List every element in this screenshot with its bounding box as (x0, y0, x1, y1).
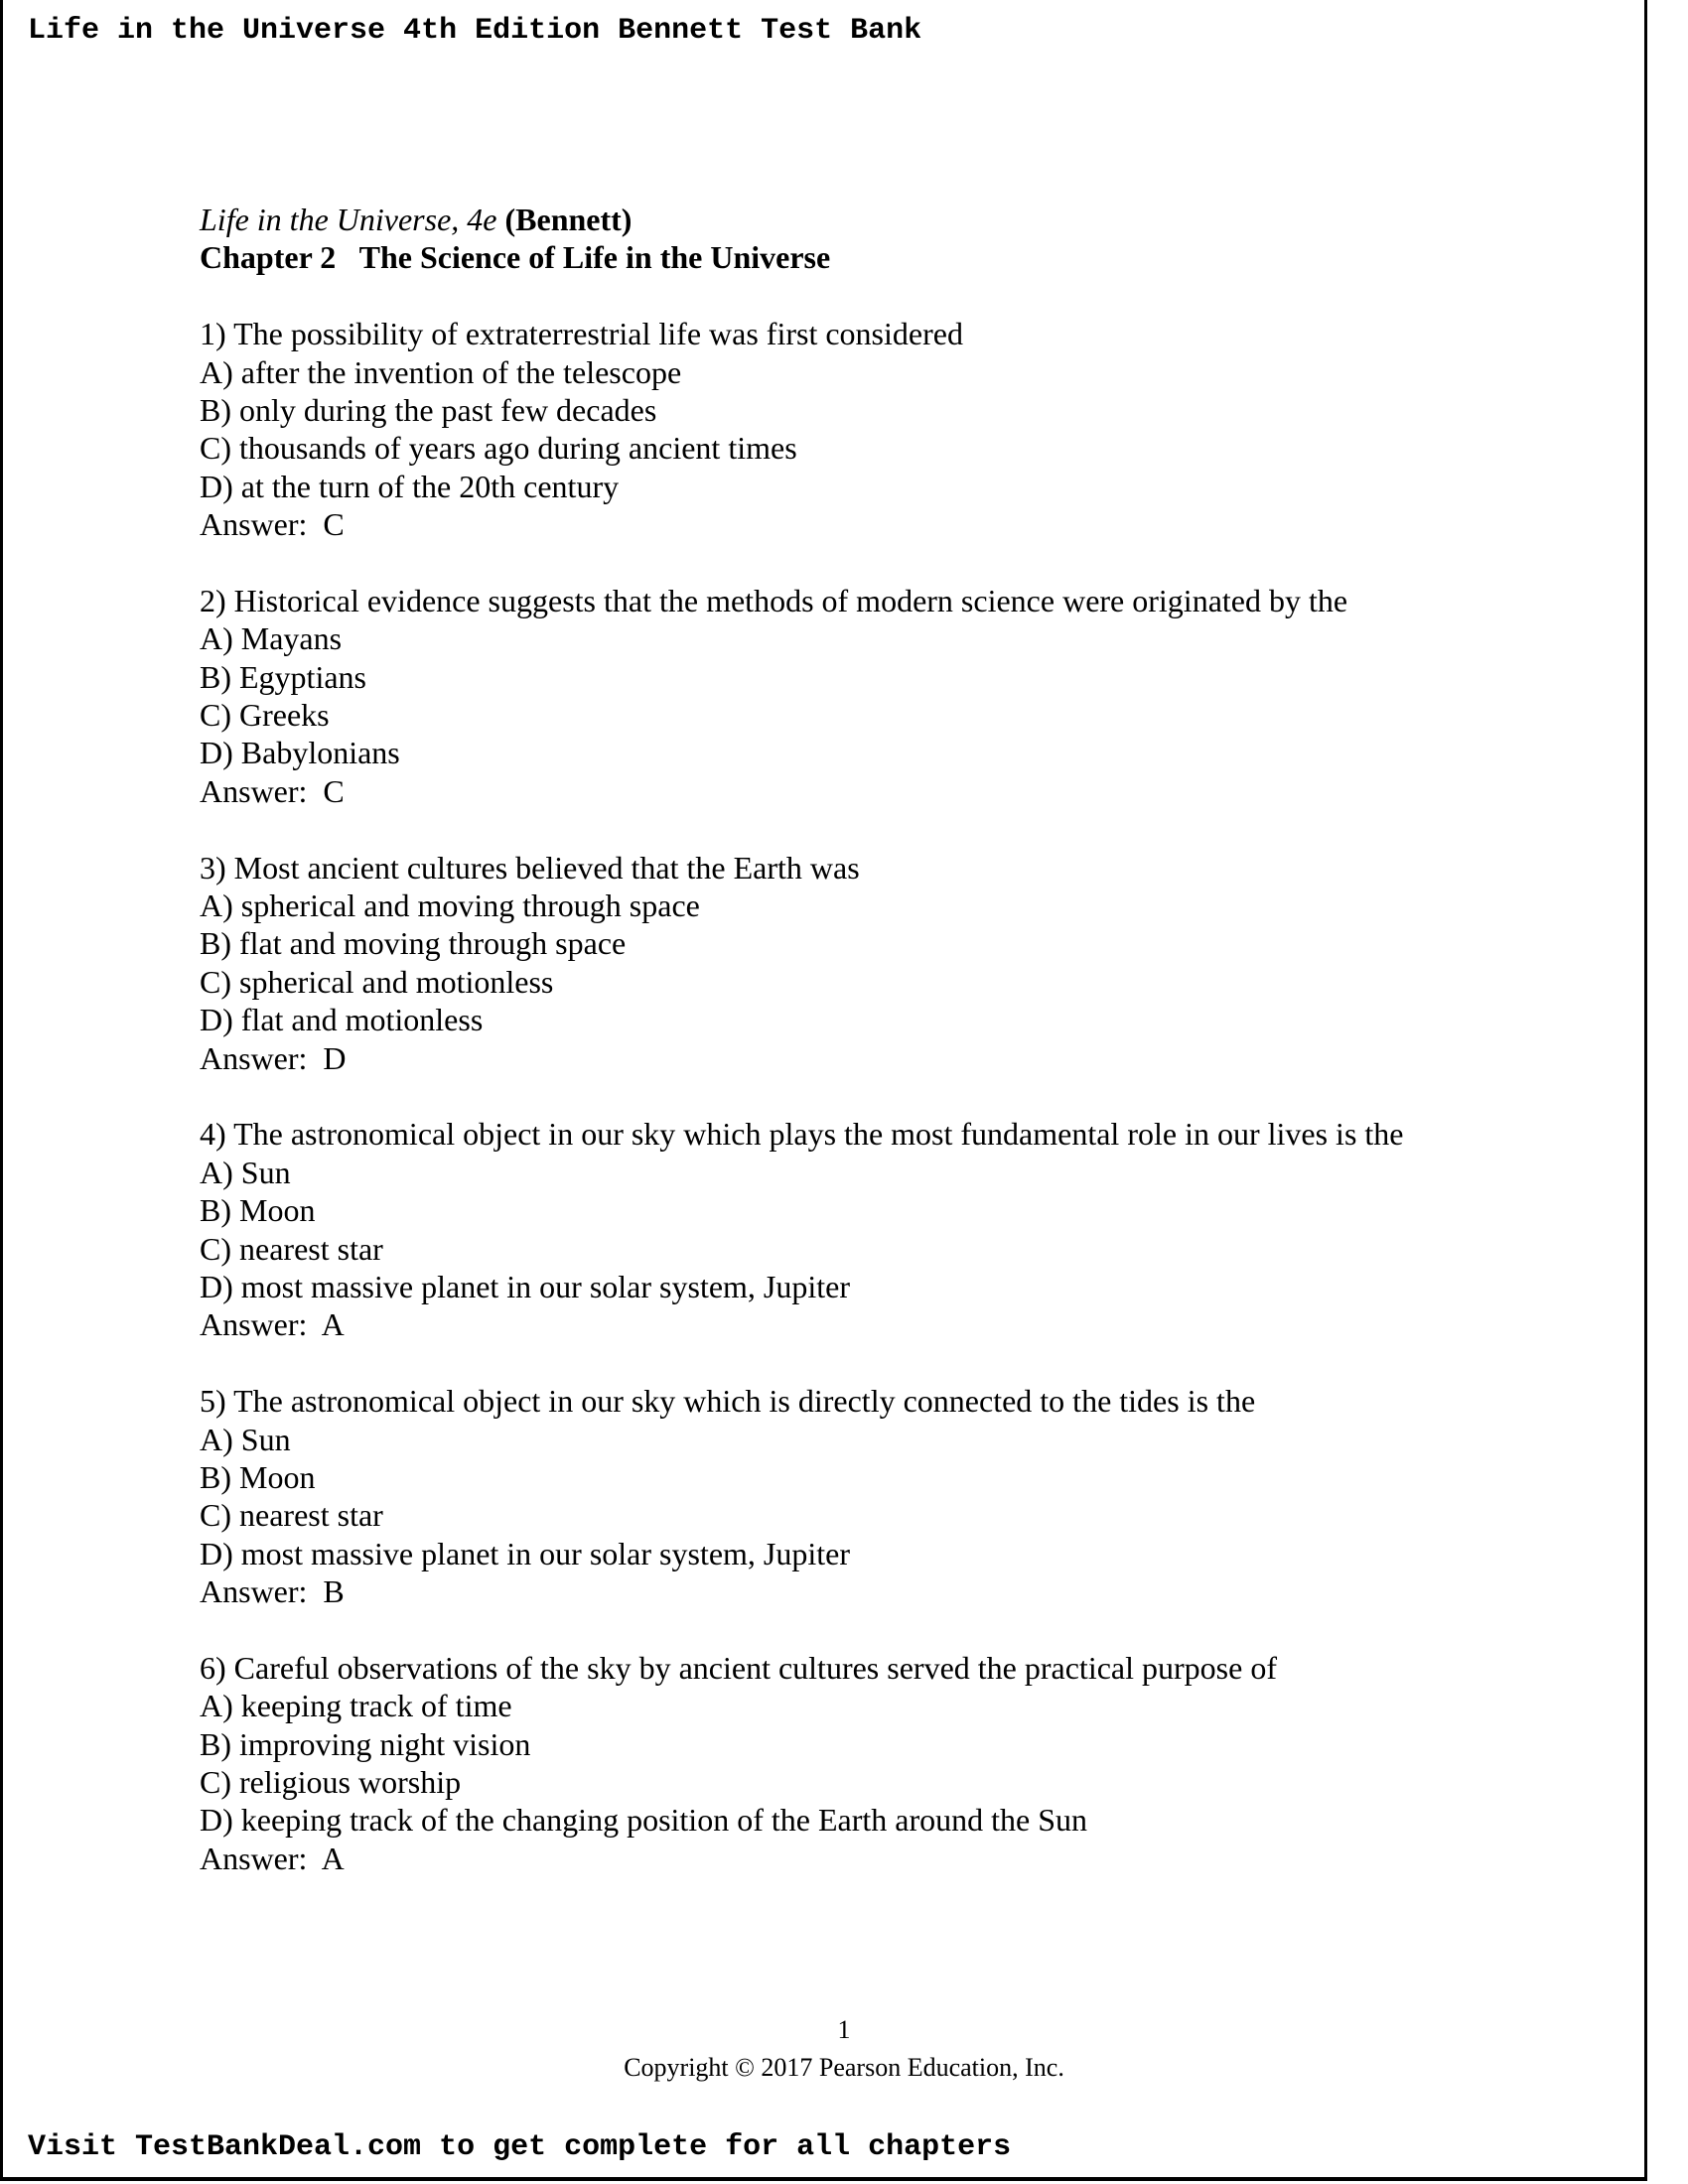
answer-option: B) Moon (200, 1192, 316, 1229)
answer-option: C) nearest star (200, 1230, 383, 1267)
answer-option: D) most massive planet in our solar system, Jupiter (200, 1535, 851, 1571)
question-stem: 5) The astronomical object in our sky which is directly connected to the tides is the (200, 1383, 1256, 1420)
answer-option: D) flat and motionless (200, 1002, 484, 1038)
answer-option: D) most massive planet in our solar system, Jupiter (200, 1268, 851, 1304)
question-block (200, 1115, 1403, 1343)
answer-option: B) only during the past few decades (200, 391, 657, 428)
question-block (200, 1382, 1403, 1610)
answer-option: D) at the turn of the 20th century (200, 468, 620, 504)
answer-option: A) Sun (200, 1421, 291, 1457)
answer-option: B) flat and moving through space (200, 925, 627, 962)
answer-option: C) Greeks (200, 697, 330, 734)
answer-option: B) improving night vision (200, 1725, 531, 1762)
question-stem: 4) The astronomical object in our sky which plays the most fundamental role in our lives is the (200, 1116, 1404, 1153)
answer-option: A) keeping track of time (200, 1688, 512, 1724)
question-answer: Answer: A (200, 1840, 345, 1876)
question-stem: 1) The possibility of extraterrestrial life was first considered (200, 316, 963, 352)
book-author: (Bennett) (496, 202, 633, 237)
answer-option: C) religious worship (200, 1764, 462, 1801)
answer-option: C) nearest star (200, 1497, 383, 1534)
question-answer: Answer: A (200, 1306, 345, 1343)
answer-option: C) spherical and motionless (200, 963, 554, 1000)
question-answer: Answer: C (200, 772, 345, 809)
question-block (200, 849, 1403, 1077)
header-banner: Life in the Universe 4th Edition Bennett Test Bank (28, 14, 922, 48)
answer-option: D) Babylonians (200, 735, 400, 771)
document-body (200, 201, 1403, 1877)
question-stem: 6) Careful observations of the sky by ancient cultures served the practical purpose of (200, 1649, 1277, 1686)
answer-option: C) thousands of years ago during ancient times (200, 430, 797, 467)
question-answer: Answer: D (200, 1039, 347, 1076)
answer-option: B) Moon (200, 1458, 316, 1495)
footer-banner: Visit TestBankDeal.com to get complete for all chapters (28, 2130, 1012, 2164)
copyright: Copyright © 2017 Pearson Education, Inc. (624, 2053, 1064, 2082)
question-answer: Answer: C (200, 506, 345, 543)
answer-option: A) after the invention of the telescope (200, 353, 682, 390)
question-block (200, 582, 1403, 810)
chapter-title: Chapter 2 The Science of Life in the Universe (200, 239, 831, 276)
question-list (200, 315, 1403, 1877)
book-title-italic: Life in the Universe, 4e (200, 202, 497, 237)
question-stem: 3) Most ancient cultures believed that the Earth was (200, 849, 860, 886)
question-answer: Answer: B (200, 1573, 345, 1610)
answer-option: D) keeping track of the changing position of the Earth around the Sun (200, 1802, 1087, 1839)
question-block (200, 315, 1403, 543)
question-block (200, 1649, 1403, 1877)
page-number: 1 (837, 2015, 851, 2044)
answer-option: B) Egyptians (200, 658, 366, 695)
answer-option: A) spherical and moving through space (200, 887, 700, 924)
answer-option: A) Sun (200, 1154, 291, 1190)
book-title (200, 201, 1403, 238)
question-stem: 2) Historical evidence suggests that the methods of modern science were originated by the (200, 582, 1348, 618)
answer-option: A) Mayans (200, 620, 343, 657)
